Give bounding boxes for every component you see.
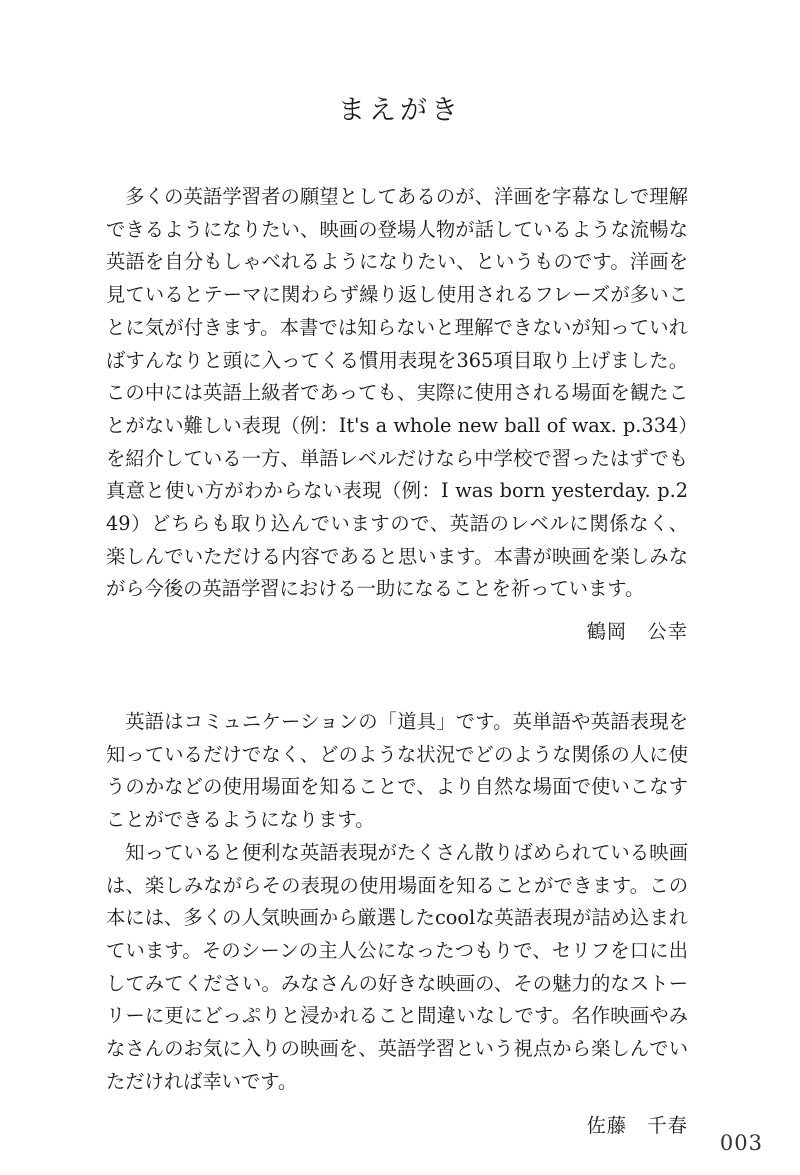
page-number: 003 — [719, 1131, 763, 1155]
paragraph: 英語はコミュニケーションの「道具」です。英単語や英語表現を知っているだけでなく、どのような状況でどのような関係の人に使うのかなどの使用場面を知ることで、より自然な場面で使いこなすことができるようになります。 — [106, 710, 688, 832]
paragraph: 多くの英語学習者の願望としてあるのが、洋画を字幕なしで理解できるようになりたい、映画の登場人物が話しているような流暢な英語を自分もしゃべれるようになりたい、というものです。洋画を見ているとテーマに関わらず繰り返し使用されるフレーズが多いことに気が付きます。本書では知らないと理解できないが知っていればすんなりと頭に入ってくる慣用表現を365項目取り上げました。この中には英語上級者であっても、実際に使用される場面を観たことがない難しい表現（例：It's a whole new ball of wax. p.334）を紹介している一方、単語レベルだけなら中学校で習ったはずでも真意と使い方がわからない表現（例：I was born yesterday. p.249）どちらも取り込んでいますので、英語のレベルに関係なく、楽しんでいただける内容であると思います。本書が映画を楽しみながら今後の英語学習における一助になることを祈っています。 — [106, 185, 688, 601]
paragraph: 知っていると便利な英語表現がたくさん散りばめられている映画は、楽しみながらその表現の使用場面を知ることができます。この本には、多くの人気映画から厳選したcoolな英語表現が詰め込まれています。そのシーンの主人公になったつもりで、セリフを口に出してみてください。みなさんの好きな映画の、その魅力的なストーリーに更にどっぷりと浸かれること間違いなしです。名作映画やみなさんのお気に入りの映画を、英語学習という視点から楽しんでいただければ幸いです。 — [106, 840, 688, 1093]
preface-section-1 — [106, 181, 688, 649]
author-signature: 鶴岡 公幸 — [586, 620, 688, 644]
author-signature: 佐藤 千春 — [586, 1114, 688, 1138]
preface-section-2 — [106, 706, 688, 1143]
page-title: まえがき — [338, 95, 462, 126]
